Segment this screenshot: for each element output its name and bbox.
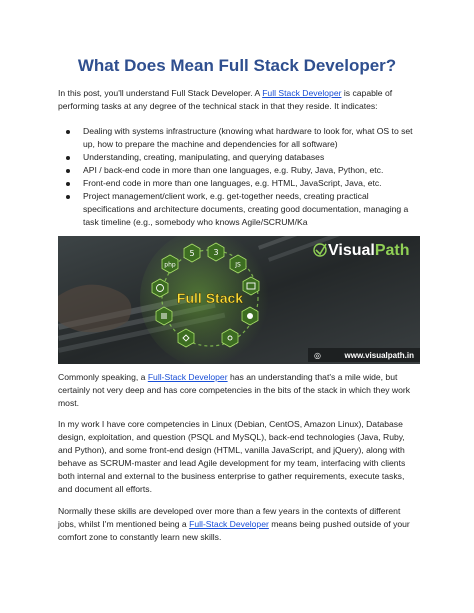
list-item: Front-end code in more than one languages, e.g. HTML, JavaScript, Java, etc. — [58, 177, 420, 190]
bullet-icon — [66, 182, 70, 186]
bullet-icon — [66, 156, 70, 160]
page-title: What Does Mean Full Stack Developer? — [77, 56, 397, 75]
bullet-icon — [66, 169, 70, 173]
logo-text-path: Path — [374, 242, 410, 259]
paragraph-3: In my work I have core competencies in Linux (Debian, CentOS, Amazon Linux), Database design, exploitation, and question (PSQL and MySQL), back-end technologies (Java, Ruby, and Python), and some front-end design (HTML, vanilla JavaScript, and jQuery), along with behave as SCRUM-master and lead Agile development for my team, interfacing with clients both internal and external to the business enterprise to gather requirements, execute tasks, and document all efforts. — [58, 419, 406, 494]
list-item: Project management/client work, e.g. get-together needs, creating practical specifications and architecture documents, creating good documentation, managing a task timeline (e.g., somebody who knows Agile/SCRUM/Ka — [58, 190, 420, 229]
paragraph-4: Normally these skills are developed over more than a few years in the contexts of different jobs, whilst I'm mentioned being a Full-Stack Developer means being pushed outside of your comfort zone to constantly learn new skills. — [58, 506, 410, 542]
full-stack-developer-link-3[interactable]: Full-Stack Developer — [189, 519, 269, 529]
paragraph-2: Commonly speaking, a Full-Stack Developer has an understanding that's a mile wide, but certainly not very deep and has core competencies in the bits of the stack in which they work most. — [58, 372, 411, 408]
visualpath-logo — [314, 242, 410, 259]
html5-icon: 5 — [189, 249, 195, 258]
list-item: Dealing with systems infrastructure (knowing what hardware to look for, what OS to set up, how to prepare the machine and dependencies for all software) — [58, 125, 420, 151]
intro-text-before: In this post, you'll understand Full Stack Developer. A — [58, 88, 263, 98]
logo-text-visual: Visual — [328, 242, 375, 259]
bullet-list — [58, 125, 420, 229]
intro-paragraph — [58, 87, 420, 113]
full-stack-developer-link[interactable]: Full Stack Developer — [262, 88, 342, 98]
full-stack-label: Full Stack — [176, 290, 244, 306]
list-item: Understanding, creating, manipulating, and querying databases — [58, 151, 420, 164]
gear-icon — [247, 313, 253, 319]
globe-icon: ◎ — [314, 351, 321, 360]
full-stack-banner-image — [58, 236, 420, 364]
full-stack-developer-link-2[interactable]: Full-Stack Developer — [147, 372, 228, 382]
bullet-icon — [66, 195, 70, 199]
banner-illustration — [58, 236, 420, 364]
php-icon: php — [164, 261, 176, 269]
bullet-icon — [66, 130, 70, 134]
banner-url: www.visualpath.in — [344, 351, 414, 360]
svg-text:VisualPath — [328, 242, 410, 259]
css3-icon: 3 — [213, 248, 219, 257]
javascript-icon: JS — [235, 261, 241, 269]
intro-text-after: is capable of performing tasks at any degree of the technical stack in that they reside. It indicates: — [58, 88, 393, 111]
list-item: API / back-end code in more than one languages, e.g. Ruby, Java, Python, etc. — [58, 164, 420, 177]
